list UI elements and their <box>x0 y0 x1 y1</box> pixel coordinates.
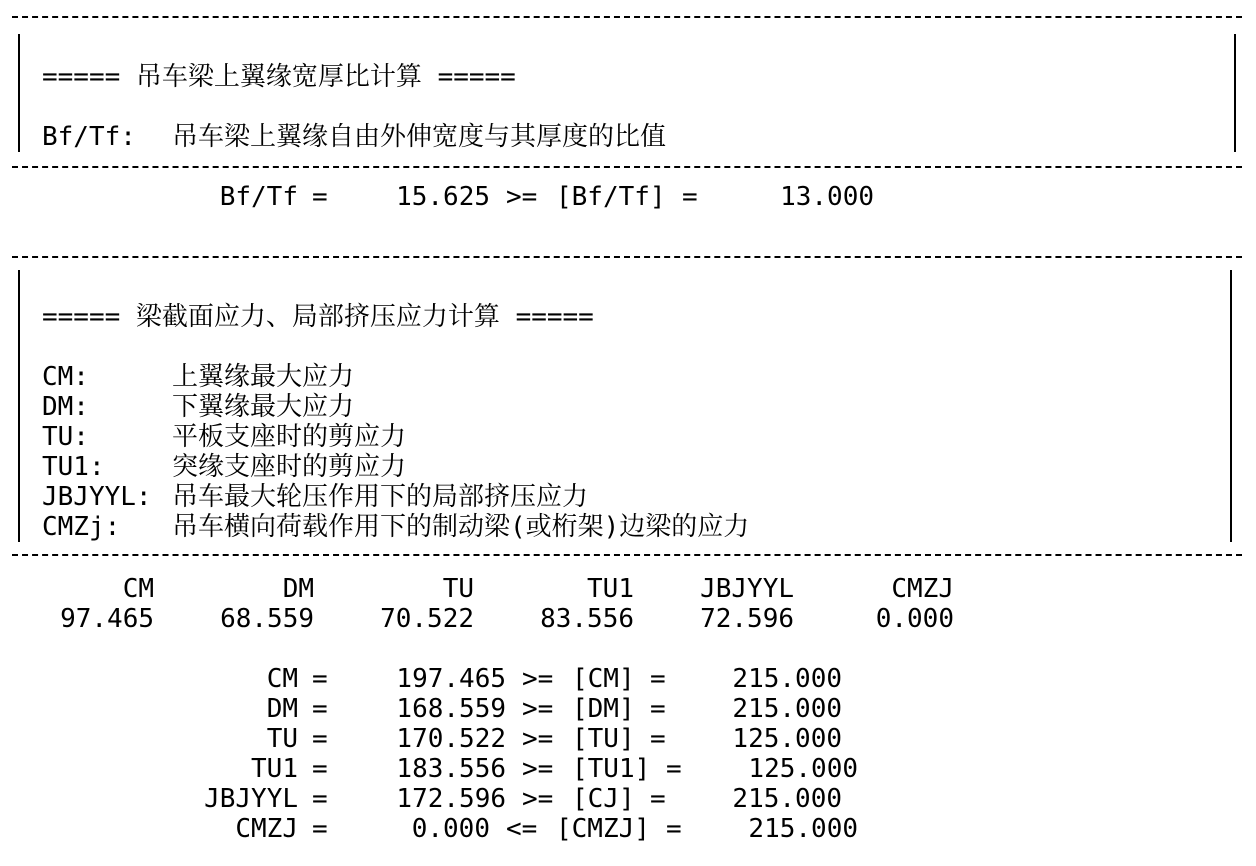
bftf-limit: 13.000 <box>780 182 874 212</box>
check-limit-cmzj: 215.000 <box>748 814 858 844</box>
check-eq-dm: = <box>312 694 328 724</box>
check-limit-eq-tu: = <box>650 724 666 754</box>
check-name-cm: CM <box>266 664 298 694</box>
check-value-tu1: 183.556 <box>396 754 506 784</box>
check-limit-jbjyyl: 215.000 <box>732 784 842 814</box>
check-limit-name-dm: [DM] <box>572 694 635 724</box>
def-key-cmzj: CMZj: <box>42 512 121 542</box>
check-limit-eq-cm: = <box>650 664 666 694</box>
section2-title: ===== 梁截面应力、局部挤压应力计算 ===== <box>42 302 594 332</box>
check-value-tu: 170.522 <box>396 724 506 754</box>
check-op-jbjyyl: >= <box>522 784 554 814</box>
check-eq-cmzj: = <box>312 814 328 844</box>
def-text-dm: 下翼缘最大应力 <box>172 392 355 422</box>
check-limit-eq-dm: = <box>650 694 666 724</box>
box1-right-border <box>1234 34 1236 152</box>
table-value-tu1: 83.556 <box>540 604 634 634</box>
rule-top-2 <box>12 256 1242 258</box>
check-value-dm: 168.559 <box>396 694 506 724</box>
check-limit-eq-tu1: = <box>666 754 682 784</box>
table-header-tu1: TU1 <box>587 574 634 604</box>
table-value-dm: 68.559 <box>220 604 314 634</box>
check-limit-tu1: 125.000 <box>748 754 858 784</box>
check-op-tu1: >= <box>522 754 554 784</box>
check-name-cmzj: CMZJ <box>235 814 298 844</box>
def-key-tu1: TU1: <box>42 452 105 482</box>
check-limit-eq-jbjyyl: = <box>650 784 666 814</box>
bftf-op: >= <box>506 182 538 212</box>
check-limit-dm: 215.000 <box>732 694 842 724</box>
check-name-dm: DM <box>266 694 298 724</box>
bftf-limit-eq: = <box>682 182 698 212</box>
section1-def-key: Bf/Tf: <box>42 122 136 152</box>
table-header-cm: CM <box>122 574 154 604</box>
def-key-cm: CM: <box>42 362 89 392</box>
check-eq-jbjyyl: = <box>312 784 328 814</box>
check-limit-eq-cmzj: = <box>666 814 682 844</box>
check-value-jbjyyl: 172.596 <box>396 784 506 814</box>
check-value-cmzj: 0.000 <box>411 814 490 844</box>
table-header-cmzj: CMZJ <box>891 574 954 604</box>
def-text-tu1: 突缘支座时的剪应力 <box>172 452 407 482</box>
check-name-tu: TU <box>266 724 298 754</box>
table-value-tu: 70.522 <box>380 604 474 634</box>
check-limit-name-cm: [CM] <box>572 664 635 694</box>
section1-def-text: 吊车梁上翼缘自由外伸宽度与其厚度的比值 <box>172 122 667 152</box>
check-value-cm: 197.465 <box>396 664 506 694</box>
bftf-name: Bf/Tf <box>219 182 298 212</box>
def-text-tu: 平板支座时的剪应力 <box>172 422 407 452</box>
def-text-jbjyyl: 吊车最大轮压作用下的局部挤压应力 <box>172 482 589 512</box>
box2-left-border <box>18 270 20 542</box>
check-name-tu1: TU1 <box>251 754 298 784</box>
def-text-cmzj: 吊车横向荷载作用下的制动梁(或桁架)边梁的应力 <box>172 512 750 542</box>
table-value-cm: 97.465 <box>60 604 154 634</box>
bftf-eq: = <box>312 182 328 212</box>
box1-left-border <box>18 34 20 152</box>
check-limit-name-tu: [TU] <box>572 724 635 754</box>
check-eq-cm: = <box>312 664 328 694</box>
check-op-cm: >= <box>522 664 554 694</box>
table-value-cmzj: 0.000 <box>875 604 954 634</box>
check-eq-tu: = <box>312 724 328 754</box>
table-header-tu: TU <box>442 574 474 604</box>
box2-right-border <box>1230 270 1232 542</box>
check-limit-tu: 125.000 <box>732 724 842 754</box>
check-op-dm: >= <box>522 694 554 724</box>
table-header-jbjyyl: JBJYYL <box>700 574 794 604</box>
table-value-jbjyyl: 72.596 <box>700 604 794 634</box>
def-key-jbjyyl: JBJYYL: <box>42 482 152 512</box>
check-limit-name-cmzj: [CMZJ] <box>556 814 650 844</box>
def-text-cm: 上翼缘最大应力 <box>172 362 355 392</box>
check-limit-name-jbjyyl: [CJ] <box>572 784 635 814</box>
rule-bottom-2 <box>12 554 1242 556</box>
check-name-jbjyyl: JBJYYL <box>204 784 298 814</box>
check-op-cmzj: <= <box>506 814 538 844</box>
bftf-limit-name: [Bf/Tf] <box>556 182 666 212</box>
bftf-value: 15.625 <box>396 182 490 212</box>
section1-title: ===== 吊车梁上翼缘宽厚比计算 ===== <box>42 62 516 92</box>
def-key-tu: TU: <box>42 422 89 452</box>
check-limit-cm: 215.000 <box>732 664 842 694</box>
check-limit-name-tu1: [TU1] <box>572 754 651 784</box>
def-key-dm: DM: <box>42 392 89 422</box>
table-header-dm: DM <box>282 574 314 604</box>
rule-bottom-1 <box>12 166 1242 168</box>
check-op-tu: >= <box>522 724 554 754</box>
rule-top-1 <box>12 16 1242 18</box>
check-eq-tu1: = <box>312 754 328 784</box>
